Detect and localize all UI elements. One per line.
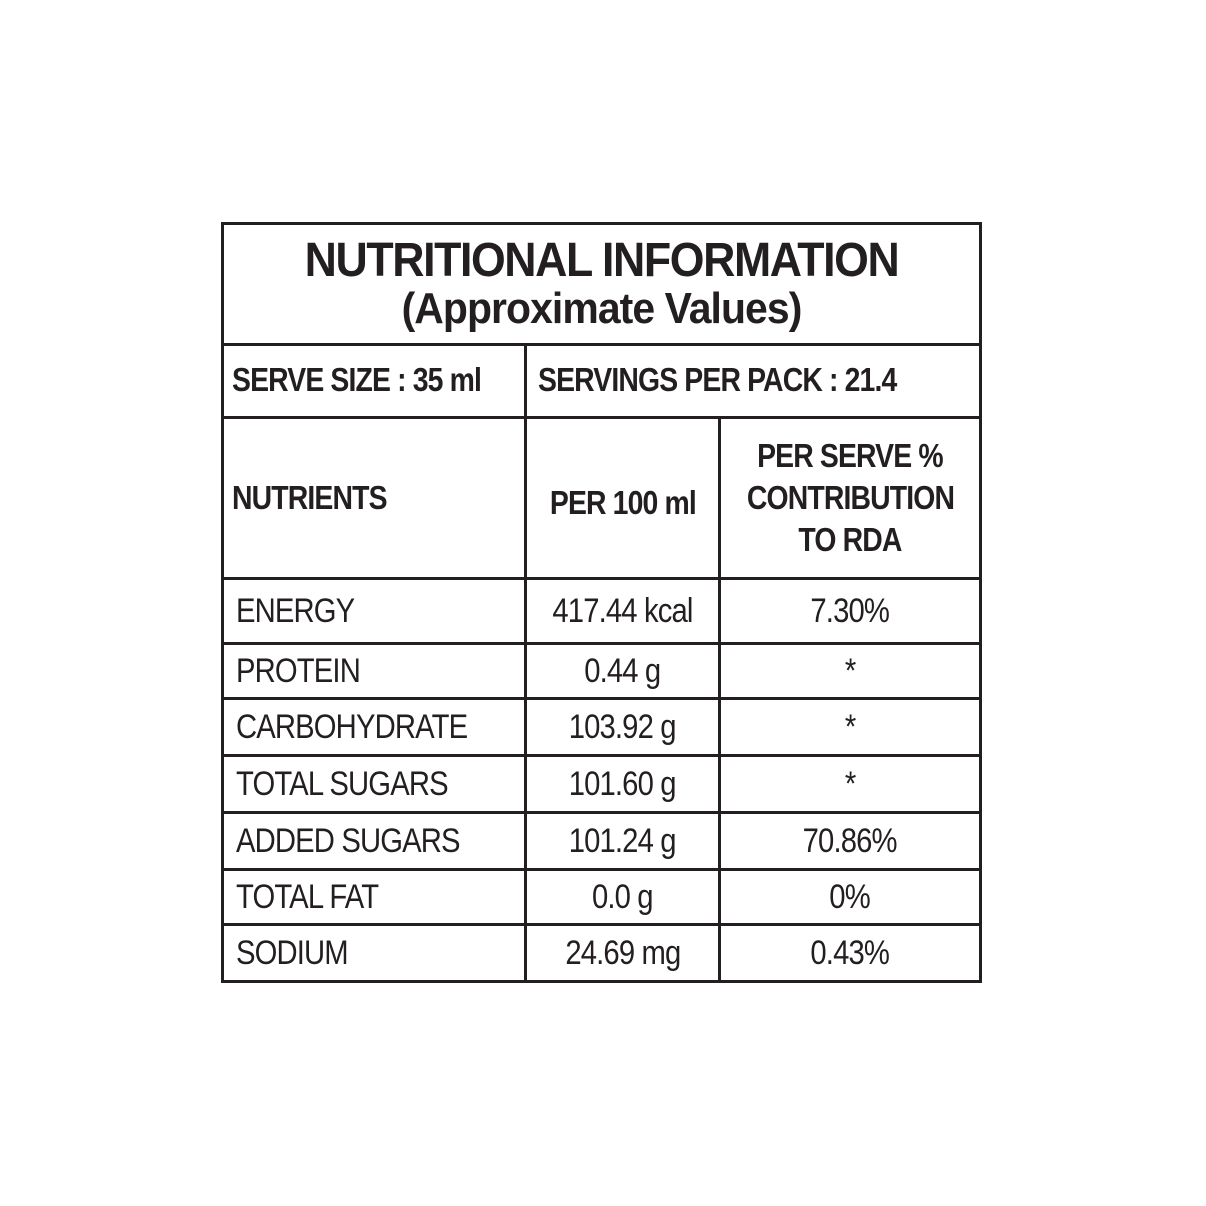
table-row-name: ADDED SUGARS [236, 821, 460, 860]
table-row-name: PROTEIN [236, 651, 360, 690]
header-per-100ml: PER 100 ml [549, 484, 696, 521]
header-per100-cell [527, 419, 718, 577]
serve-size-text: SERVE SIZE : 35 ml [232, 360, 481, 398]
table-row-name: SODIUM [236, 933, 348, 972]
column-divider-1 [524, 343, 527, 980]
table-row-per100: 0.0 g [592, 877, 653, 916]
table-row-name: ENERGY [236, 591, 355, 630]
table-row-per100: 417.44 kcal [552, 591, 693, 630]
table-row-rda: * [844, 707, 856, 746]
title-subheading: (Approximate Values) [401, 284, 802, 333]
table-row-rda: 70.86% [802, 821, 898, 860]
header-nutrients-cell [232, 419, 522, 577]
header-rda-line1: PER SERVE % [757, 437, 943, 474]
table-row-rda: 0.43% [810, 933, 890, 972]
serve-size-cell [232, 343, 522, 416]
nutrition-table [224, 343, 979, 980]
table-row-per100: 103.92 g [569, 707, 676, 746]
table-row-rda: * [844, 651, 856, 690]
title-block [224, 225, 979, 346]
header-rda-cell [721, 419, 979, 577]
table-row-name: TOTAL SUGARS [236, 764, 448, 803]
header-nutrients: NUTRIENTS [232, 479, 387, 516]
servings-per-pack-text: SERVINGS PER PACK : 21.4 [538, 360, 897, 398]
header-rda-line3: TO RDA [798, 521, 902, 558]
table-row-per100: 101.60 g [569, 764, 676, 803]
table-row-rda: * [844, 764, 856, 803]
table-row-per100: 24.69 mg [564, 933, 681, 972]
table-row-rda: 7.30% [810, 591, 890, 630]
servings-per-pack-cell [538, 343, 978, 416]
nutrition-label [221, 222, 982, 983]
table-row-name: TOTAL FAT [236, 877, 379, 916]
table-row-per100: 0.44 g [584, 651, 661, 690]
table-row-name: CARBOHYDRATE [236, 707, 468, 746]
table-row-rda: 0% [829, 877, 871, 916]
table-row-per100: 101.24 g [569, 821, 676, 860]
title-heading: NUTRITIONAL INFORMATION [304, 234, 899, 287]
header-rda-line2: CONTRIBUTION [746, 479, 954, 516]
column-divider-2 [718, 419, 721, 980]
